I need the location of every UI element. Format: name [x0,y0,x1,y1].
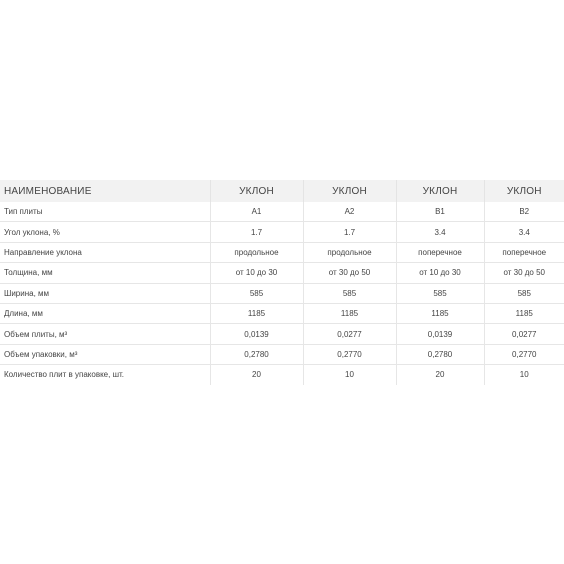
cell-value: 1.7 [210,222,303,242]
param-name: Объем плиты, м³ [0,324,210,344]
cell-value: 0,2780 [210,344,303,364]
cell-value: 0,0139 [396,324,484,344]
table-row [0,324,564,344]
cell-value: 585 [484,283,564,303]
cell-value: 0,0139 [210,324,303,344]
cell-value: продольное [210,242,303,262]
cell-value: 20 [396,365,484,385]
cell-value: 1185 [396,303,484,323]
cell-value: 0,2780 [396,344,484,364]
param-name: Объем упаковки, м³ [0,344,210,364]
table-header-row [0,180,564,202]
cell-value: 0,0277 [484,324,564,344]
table-row [0,222,564,242]
param-name: Угол уклона, % [0,222,210,242]
cell-value: 1185 [484,303,564,323]
cell-value: B2 [484,202,564,222]
param-name: Тип плиты [0,202,210,222]
specifications-table [0,180,564,385]
cell-value: 0,2770 [303,344,396,364]
param-name: Толщина, мм [0,263,210,283]
header-slope-a1: УКЛОН [210,180,303,202]
table-row [0,344,564,364]
cell-value: 585 [396,283,484,303]
cell-value: от 30 до 50 [484,263,564,283]
cell-value: продольное [303,242,396,262]
cell-value: 585 [303,283,396,303]
table-row [0,242,564,262]
table-row [0,283,564,303]
cell-value: A2 [303,202,396,222]
cell-value: 1.7 [303,222,396,242]
param-name: Длина, мм [0,303,210,323]
cell-value: A1 [210,202,303,222]
header-slope-b2: УКЛОН [484,180,564,202]
cell-value: 0,0277 [303,324,396,344]
cell-value: от 10 до 30 [210,263,303,283]
cell-value: поперечное [396,242,484,262]
cell-value: 10 [303,365,396,385]
cell-value: 3.4 [484,222,564,242]
header-slope-b1: УКЛОН [396,180,484,202]
cell-value: 1185 [303,303,396,323]
cell-value: от 30 до 50 [303,263,396,283]
cell-value: 3.4 [396,222,484,242]
header-slope-a2: УКЛОН [303,180,396,202]
table-row [0,365,564,385]
cell-value: B1 [396,202,484,222]
cell-value: 20 [210,365,303,385]
param-name: Ширина, мм [0,283,210,303]
cell-value: 585 [210,283,303,303]
cell-value: поперечное [484,242,564,262]
cell-value: 10 [519,370,529,380]
table-row [0,263,564,283]
header-name: НАИМЕНОВАНИЕ [0,180,210,202]
param-name: Направление уклона [0,242,210,262]
cell-value: от 10 до 30 [396,263,484,283]
table-row [0,202,564,222]
param-name: Количество плит в упаковке, шт. [0,365,210,385]
cell-value: 1185 [210,303,303,323]
cell-value: 0,2770 [484,344,564,364]
table-row [0,303,564,323]
